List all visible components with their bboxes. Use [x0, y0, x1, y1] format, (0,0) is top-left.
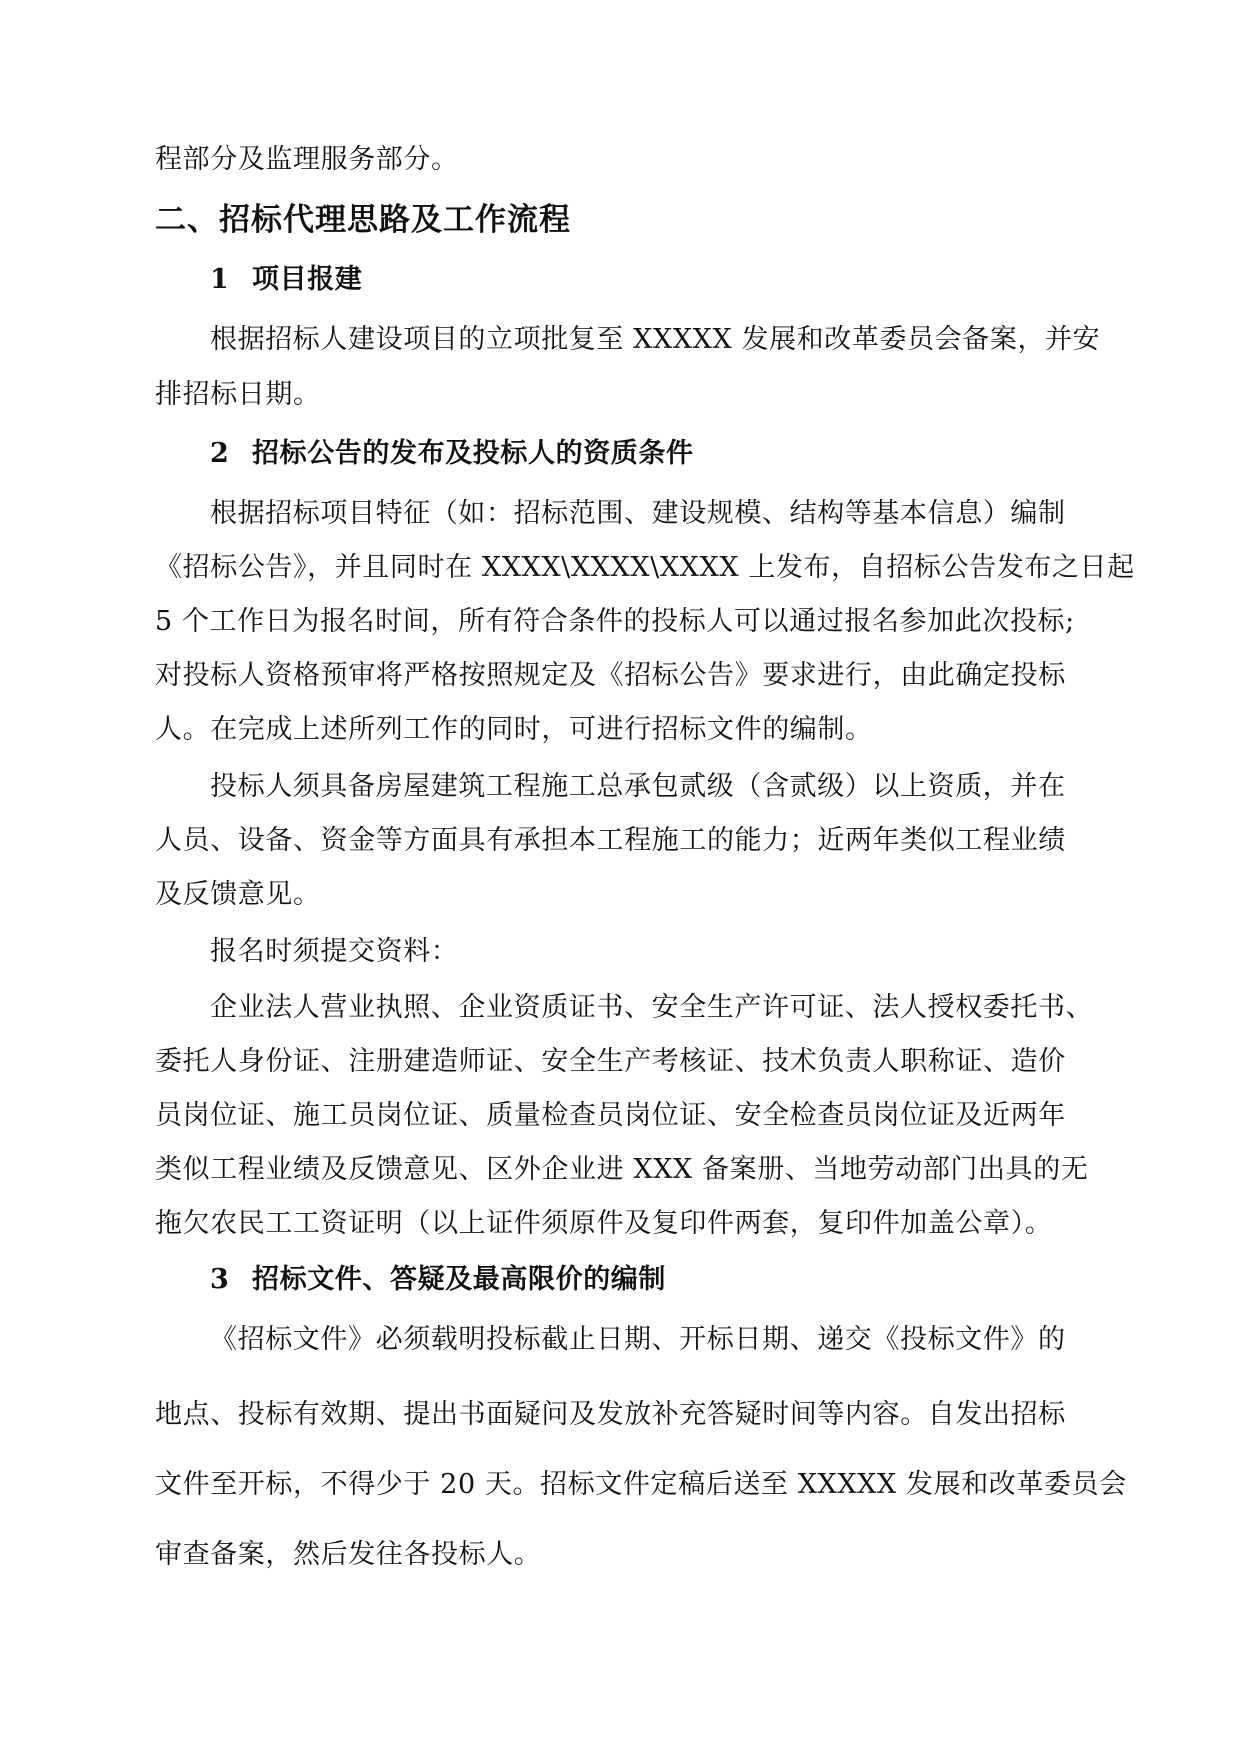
paragraph-line: 根据招标项目特征（如：招标范围、建设规模、结构等基本信息）编制	[210, 498, 1066, 529]
paragraph-line: 企业法人营业执照、企业资质证书、安全生产许可证、法人授权委托书、	[210, 992, 1094, 1023]
paragraph-line: 排招标日期。	[155, 379, 321, 410]
subsection-number: 3	[210, 1264, 230, 1295]
paragraph-line: 审查备案，然后发往各投标人。	[155, 1539, 542, 1570]
paragraph-line: 及反馈意见。	[155, 879, 321, 910]
paragraph-line: 《招标公告》，并且同时在 XXXX\XXXX\XXXX 上发布，自招标公告发布之日起	[155, 552, 1135, 583]
paragraph-line: 5 个工作日为报名时间，所有符合条件的投标人可以通过报名参加此次投标;	[155, 606, 1075, 637]
paragraph-line: 员岗位证、施工员岗位证、质量检查员岗位证、安全检查员岗位证及近两年	[155, 1100, 1066, 1131]
paragraph-line: 人员、设备、资金等方面具有承担本工程施工的能力；近两年类似工程业绩	[155, 825, 1066, 856]
subsection-heading-3	[210, 1262, 666, 1298]
paragraph-line: 文件至开标，不得少于 20 天。招标文件定稿后送至 XXXXX 发展和改革委员会	[155, 1469, 1127, 1500]
section-heading: 二、招标代理思路及工作流程	[155, 202, 571, 238]
paragraph-line: 拖欠农民工工资证明（以上证件须原件及复印件两套，复印件加盖公章）。	[155, 1208, 1053, 1239]
paragraph-line: 《招标文件》必须载明投标截止日期、开标日期、递交《投标文件》的	[210, 1324, 1066, 1355]
paragraph-line: 人。在完成上述所列工作的同时，可进行招标文件的编制。	[155, 714, 873, 745]
paragraph-line: 地点、投标有效期、提出书面疑问及发放补充答疑时间等内容。自发出招标	[155, 1399, 1066, 1430]
subsection-number: 1	[210, 264, 230, 295]
paragraph-line: 报名时须提交资料：	[210, 936, 459, 967]
paragraph-line: 对投标人资格预审将严格按照规定及《招标公告》要求进行，由此确定投标	[155, 660, 1066, 691]
subsection-title: 招标公告的发布及投标人的资质条件	[252, 438, 694, 469]
paragraph-line: 类似工程业绩及反馈意见、区外企业进 XXX 备案册、当地劳动部门出具的无	[155, 1154, 1089, 1185]
paragraph-line: 委托人身份证、注册建造师证、安全生产考核证、技术负责人职称证、造价	[155, 1046, 1066, 1077]
intro-text-line: 程部分及监理服务部分。	[155, 144, 459, 175]
subsection-title: 招标文件、答疑及最高限价的编制	[252, 1264, 666, 1295]
subsection-title: 项目报建	[252, 264, 363, 295]
paragraph-line: 投标人须具备房屋建筑工程施工总承包贰级（含贰级）以上资质，并在	[210, 771, 1066, 802]
subsection-heading-2	[210, 436, 694, 472]
paragraph-line: 根据招标人建设项目的立项批复至 XXXXX 发展和改革委员会备案，并安	[210, 324, 1101, 355]
subsection-number: 2	[210, 438, 230, 469]
subsection-heading-1	[210, 262, 362, 298]
